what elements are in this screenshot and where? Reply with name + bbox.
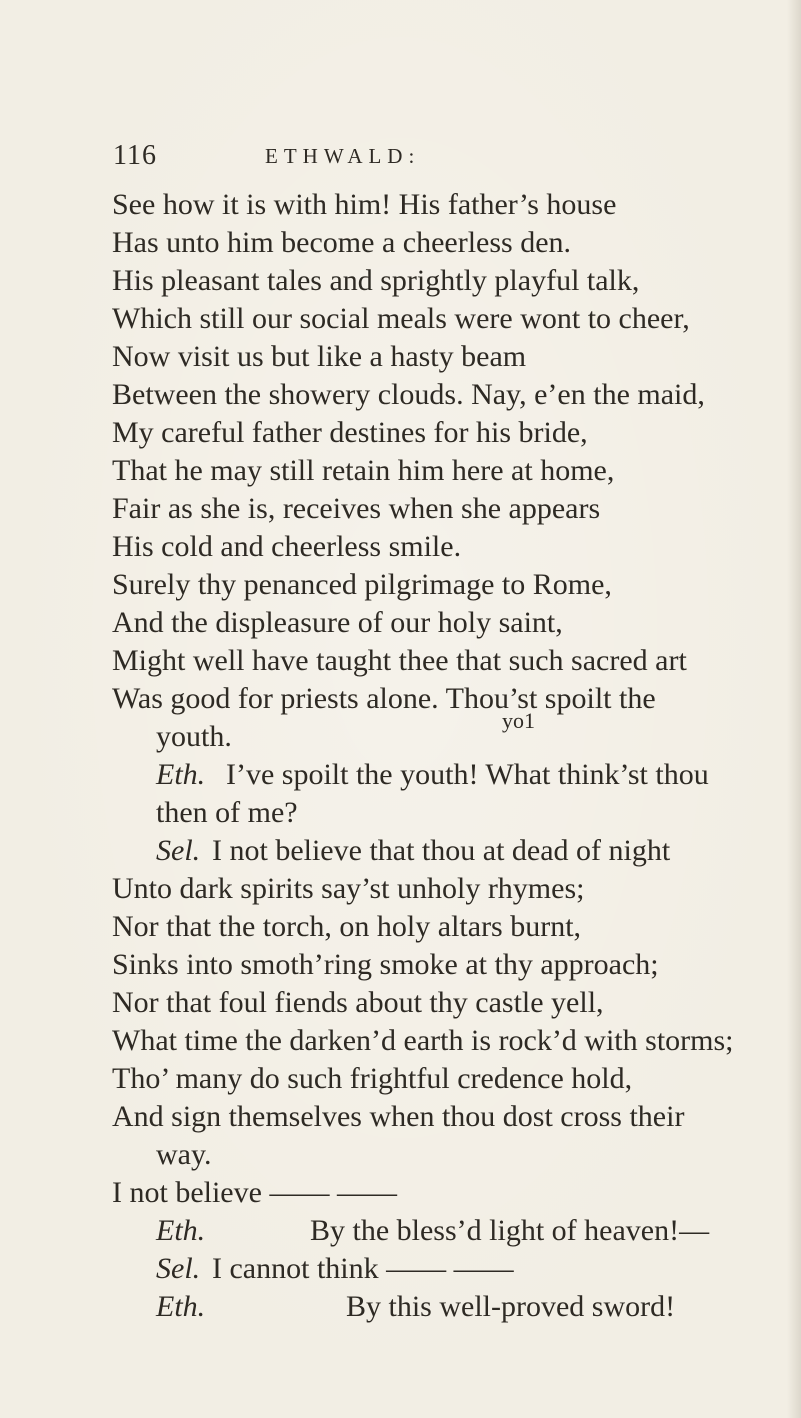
verse-line: By this well-proved sword! bbox=[346, 1290, 676, 1323]
marginal-note: yo1 bbox=[502, 708, 535, 733]
speaker-name: Sel. bbox=[156, 1252, 201, 1285]
verse-line: Has unto him become a cheerless den. bbox=[112, 226, 572, 259]
verse-line: Unto dark spirits say’st unholy rhymes; bbox=[112, 872, 585, 905]
verse-line: Fair as she is, receives when she appears bbox=[112, 492, 601, 525]
speaker-name: Eth. bbox=[156, 758, 206, 791]
page-edge-shadow bbox=[787, 0, 801, 1418]
verse-line: That he may still retain him here at home, bbox=[112, 454, 615, 487]
running-head: ETHWALD: bbox=[265, 144, 421, 168]
page-number: 116 bbox=[113, 140, 157, 171]
verse-line: Between the showery clouds. Nay, e’en the maid, bbox=[112, 378, 705, 411]
verse-line: I’ve spoilt the youth! What think’st thou bbox=[226, 758, 709, 791]
verse-line: Tho’ many do such frightful credence hold, bbox=[112, 1062, 633, 1095]
speaker-name: Eth. bbox=[156, 1290, 206, 1323]
verse-line: I not believe that thou at dead of night bbox=[212, 834, 671, 867]
verse-line: And sign themselves when thou dost cross their bbox=[112, 1100, 685, 1133]
verse-line: then of me? bbox=[156, 796, 298, 829]
verse-line: Nor that the torch, on holy altars burnt, bbox=[112, 910, 582, 943]
verse-line: My careful father destines for his bride, bbox=[112, 416, 588, 449]
verse-line: way. bbox=[156, 1138, 212, 1171]
verse-line: By the bless’d light of heaven!— bbox=[310, 1214, 710, 1247]
verse-line: See how it is with him! His father’s house bbox=[112, 188, 617, 221]
verse-line: Now visit us but like a hasty beam bbox=[112, 340, 527, 373]
verse-line: His cold and cheerless smile. bbox=[112, 530, 462, 563]
verse-line: And the displeasure of our holy saint, bbox=[112, 606, 563, 639]
verse-line: youth. bbox=[156, 720, 232, 753]
verse-line: Which still our social meals were wont to cheer, bbox=[112, 302, 690, 335]
verse-line: Sinks into smoth’ring smoke at thy approach; bbox=[112, 948, 659, 981]
verse-line: What time the darken’d earth is rock’d with storms; bbox=[112, 1024, 734, 1057]
verse-line: I not believe —— —— bbox=[112, 1176, 397, 1209]
verse-line: Surely thy penanced pilgrimage to Rome, bbox=[112, 568, 612, 601]
speaker-name: Eth. bbox=[156, 1214, 206, 1247]
speaker-name: Sel. bbox=[156, 834, 201, 867]
page-header bbox=[113, 140, 673, 180]
verse-line: I cannot think —— —— bbox=[212, 1252, 514, 1285]
verse-line: Was good for priests alone. Thou’st spoilt the bbox=[112, 682, 656, 715]
verse-line: His pleasant tales and sprightly playful talk, bbox=[112, 264, 640, 297]
verse-line: Nor that foul fiends about thy castle yell, bbox=[112, 986, 604, 1019]
verse-line: Might well have taught thee that such sacred art bbox=[112, 644, 687, 677]
